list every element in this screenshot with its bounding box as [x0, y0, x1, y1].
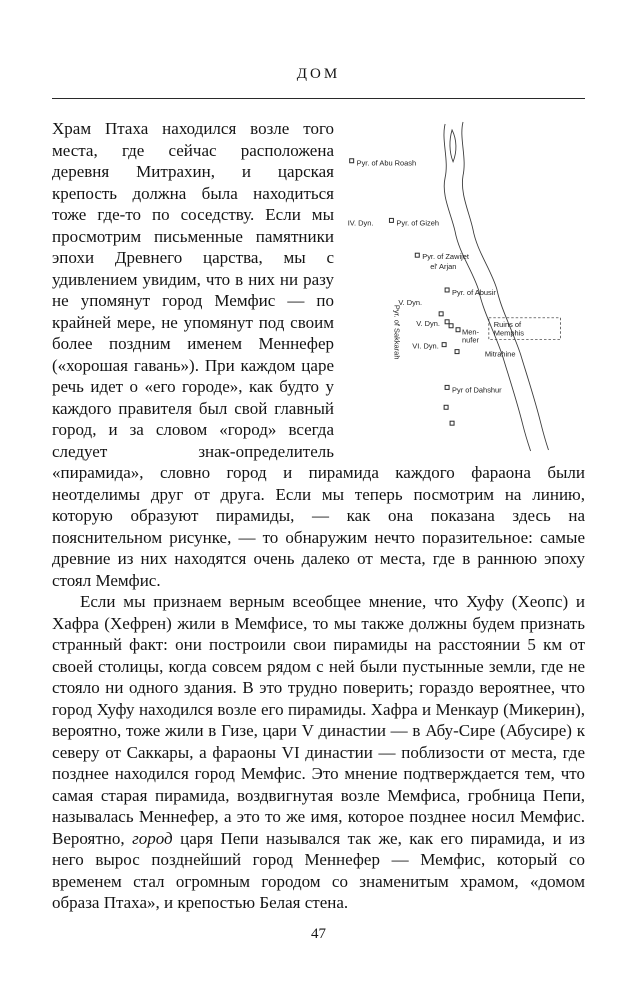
- pyramid-marker: [350, 159, 354, 163]
- map-label-dyn4: IV. Dyn.: [347, 218, 374, 228]
- page-content: [52, 118, 585, 914]
- pyramid-marker: [442, 343, 446, 347]
- map-label-ruins-1: Ruins of: [493, 319, 522, 329]
- map-label-dyn5-a: V. Dyn.: [398, 297, 423, 307]
- running-head: ДОМ: [296, 66, 341, 82]
- map-label-dyn6: VI. Dyn.: [412, 341, 439, 351]
- pyramid-marker: [389, 218, 393, 222]
- paragraph-2-part-b: царя Пепи назывался так же, как его пирамида, и из него вырос позднейший город Меннефер — Мемфис, который со временем стал огромным городом со знаменитым храмом, «домом образа Птаха», и крепостью Белая стена.: [52, 828, 585, 912]
- map-label-gizeh: Pyr. of Gizeh: [396, 218, 439, 228]
- map-label-abusir: Pyr. of Abusir: [452, 287, 496, 297]
- map-label-dyn5-b: V. Dyn.: [416, 318, 440, 328]
- page-number: 47: [311, 926, 326, 942]
- map-label-zawijet-1: Pyr. of Zawijet: [422, 252, 469, 262]
- paragraph-1: Храм Птаха находился возле того места, где сейчас расположена деревня Митрахин, и царская крепость должна была находиться тоже где-то по соседству. Если мы просмотрим письменные памятники эпохи Древнего царства, мы с удивлением увидим, что в них ни разу не упомянут город Мемфис — по крайней мере, не упомянут под своим более поздним именем Меннефер («хорошая гавань»). При каждом царе речь идет о «его городе», как будто у каждого правителя был свой главный город, и за словом «город» всегда следует знак-определитель «пирамида», словно город и пирамида каждого фараона были неотделимы друг от друга. Если мы теперь посмотрим на линию, которую образуют пирамиды, — как она показана здесь на пояснительном рисунке, — то обнаружим нечто поразительное: самые древние из них находятся очень далеко от места, где в раннюю эпоху стоял Мемфис.: [52, 119, 585, 590]
- pyramid-marker: [455, 350, 459, 354]
- map-label-dahshur: Pyr of Dahshur: [452, 385, 502, 395]
- map-label-sakkarah: Pyr. of Sakkarah: [392, 304, 402, 360]
- map-label-mennufer-1: Men-: [462, 327, 479, 337]
- header-rule: [52, 98, 585, 99]
- map-label-ruins-2: Memphis: [493, 328, 524, 338]
- pyramid-marker: [456, 328, 460, 332]
- pyramid-marker: [439, 312, 443, 316]
- paragraph-2-italic-word: город: [132, 828, 173, 848]
- paragraph-2: [52, 591, 585, 914]
- nile-island: [450, 130, 456, 162]
- pyramid-marker: [445, 288, 449, 292]
- nile-pyramids-map: [342, 120, 585, 453]
- pyramid-map-figure: [342, 120, 585, 453]
- map-label-zawijet-2: el' Arjan: [430, 262, 457, 272]
- nile-east-bank: [462, 122, 549, 450]
- pyramid-marker: [444, 405, 448, 409]
- map-label-mennufer-2: nufer: [462, 335, 479, 345]
- pyramid-marker: [415, 253, 419, 257]
- pyramid-marker: [450, 421, 454, 425]
- map-label-abu-roash: Pyr. of Abu Roash: [356, 158, 417, 168]
- map-label-mitrahine: Mitrahine: [484, 349, 516, 359]
- paragraph-2-part-a: Если мы признаем верным всеобщее мнение, что Хуфу (Хеопс) и Хафра (Хефрен) жили в Мемфисе, то мы также должны будем признать странный факт: они построили свои пирамиды на расстоянии 5 км от своей столицы, когда совсем рядом с ней были пустынные земли, где не стояло ни одного здания. В это трудно поверить; гораздо вероятнее, что город Хуфу находился возле его пирамиды. Хафра и Менкаур (Микерин), вероятно, тоже жили в Гизе, цари V династии — в Абу-Сире (Абусире) к северу от Саккары, а фараоны VI династии — поблизости от места, где позднее находился город Мемфис. Это мнение подтверждается тем, что самая старая пирамида, воздвигнутая возле Мемфиса, гробница Пепи, называлась Меннефер, а это то же имя, которое позднее носил Мемфис. Вероятно,: [52, 592, 585, 848]
- pyramid-marker: [445, 320, 449, 324]
- pyramid-marker: [449, 324, 453, 328]
- pyramid-marker: [445, 385, 449, 389]
